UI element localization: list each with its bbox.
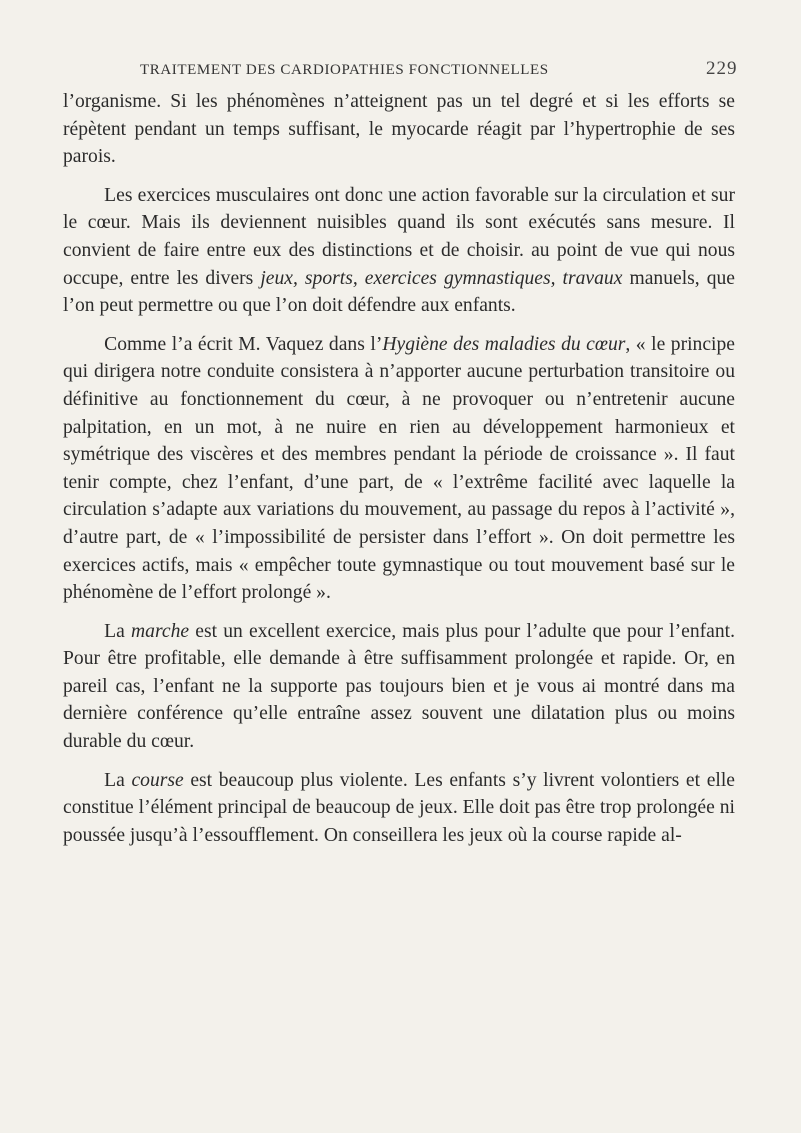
text-segment: Comme l’a écrit M. Vaquez dans l’ [104,333,383,355]
text-segment: est beaucoup plus violente. Les enfants s’y livrent volontiers et elle constitue l’élément principal de beaucoup de jeux. Elle doit pas être trop prolongée ni poussée jusqu’à l’essoufflement. On conseillera les jeux où la course rapide al- [63,769,735,846]
text-segment: l’organisme. Si les phénomènes n’atteignent pas un tel degré et si les efforts se répètent pendant un temps suffisant, le myocarde réagit par l’hypertrophie de ses parois. [63,91,735,168]
paragraph-3 [63,331,735,607]
paragraph-4 [63,618,735,756]
italic-segment: marche [131,620,190,642]
paragraph-5 [63,767,735,850]
text-segment: , « le principe qui dirigera notre conduite consistera à n’apporter aucune perturbation transitoire ou définitive au fonctionnement du cœur, à ne provoquer ou n’entretenir aucune palpitation, en un mot, à ne nuire en rien au développement harmonieux et symétrique des viscères et des membres pendant la période de croissance ». Il faut tenir compte, chez l’enfant, d’une part, de « l’extrême facilité avec laquelle la circulation s’adapte aux variations du mouvement, au passage du repos à l’activité », d’autre part, de « l’impossibilité de persister dans l’effort ». On doit permettre les exercices actifs, mais « empêcher toute gymnastique ou tout mouvement basé sur le phénomène de l’effort prolongé ». [63,333,735,604]
italic-segment: Hygiène des maladies du cœur [382,333,626,355]
paragraph-2 [63,182,735,320]
text-segment: Les exercices musculaires ont donc une action favorable sur la circulation et sur le cœur. Mais ils deviennent nuisibles quand ils sont exécutés sans mesure. Il convient de faire entre eux des distinctions et de choisir. au point de vue qui nous occupe, entre les divers [63,184,735,289]
text-segment: La [104,769,132,791]
text-segment: est un excellent exercice, mais plus pour l’adulte que pour l’enfant. Pour être profitable, elle demande à être suffisamment prolongée et rapide. Or, en pareil cas, l’enfant ne la supporte pas toujours bien et je vous ai montré dans ma dernière conférence qu’elle entraîne assez souvent une dilatation plus ou moins durable du cœur. [63,620,735,753]
page-number: 229 [706,58,738,79]
running-title: TRAITEMENT DES CARDIOPATHIES FONCTIONNELLES [140,62,549,78]
body-text [63,88,735,860]
text-segment: La [104,620,132,642]
italic-segment: course [131,769,184,791]
text-segment: manuels, que l’on peut permettre ou que l’on doit défendre aux enfants. [63,267,735,317]
italic-segment: jeux, sports, exercices gymnastiques, travaux [260,267,623,289]
paragraph-1 [63,88,735,171]
